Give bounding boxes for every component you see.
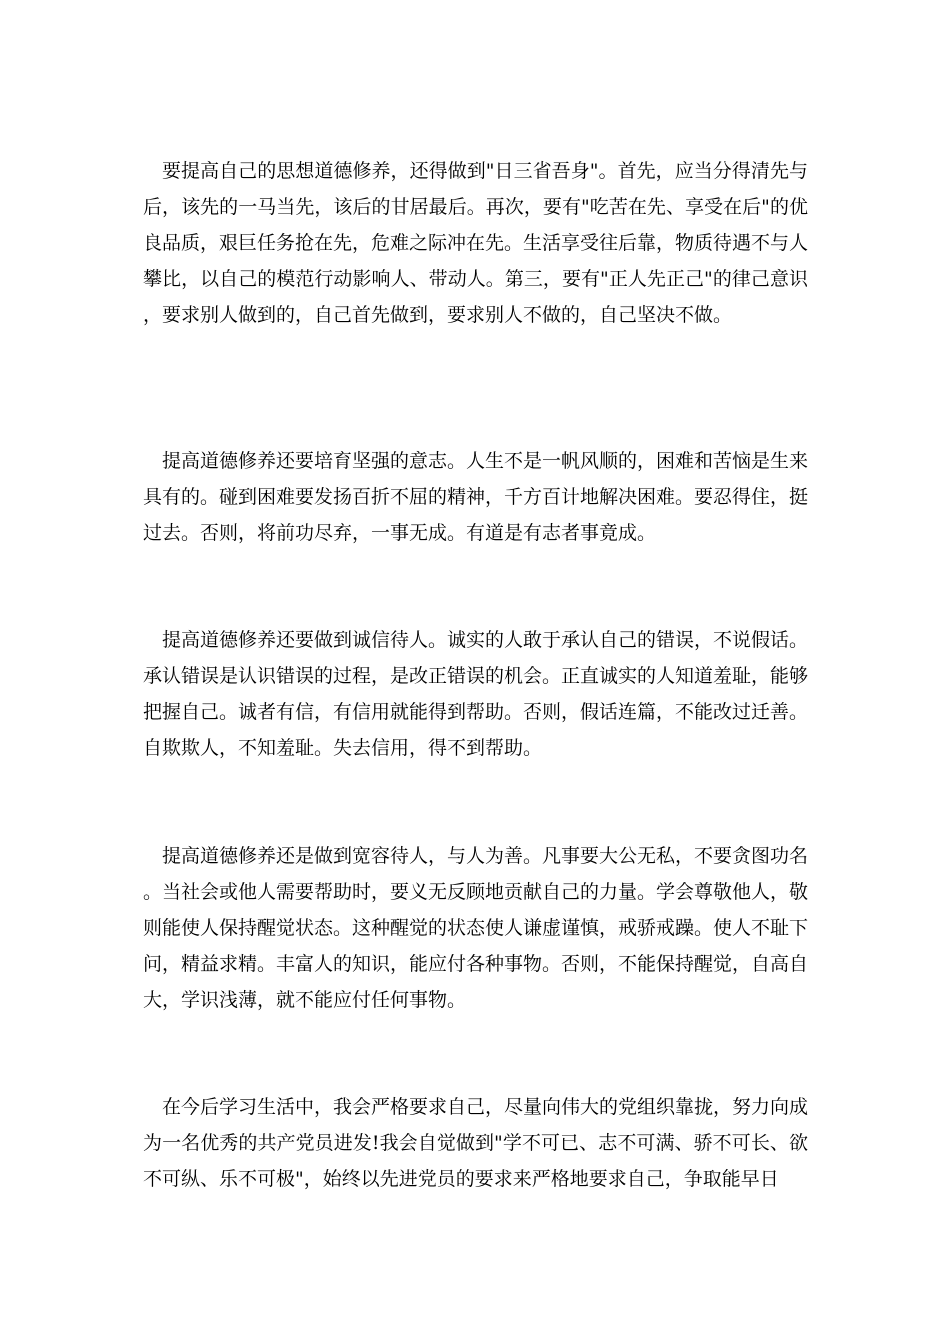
paragraph-future-commitment: 在今后学习生活中，我会严格要求自己，尽量向伟大的党组织靠拢，努力向成为一名优秀的共产党员进发!我会自觉做到"学不可已、志不可满、骄不可长、欲不可纵、乐不可极"，始终以先进党员的要求来严格地要求自己，争取能早日 xyxy=(143,1096,809,1190)
paragraph-self-reflection: 要提高自己的思想道德修养，还得做到"日三省吾身"。首先，应当分得清先与后，该先的一马当先，该后的甘居最后。再次，要有"吃苦在先、享受在后"的优良品质，艰巨任务抢在先，危难之际冲在先。生活享受往后靠，物质待遇不与人攀比，以自己的模范行动影响人、带动人。第三，要有"正人先正己"的律己意识，要求别人做到的，自己首先做到，要求别人不做的，自己坚决不做。 xyxy=(143,160,809,326)
paragraph-honesty: 提高道德修养还要做到诚信待人。诚实的人敢于承认自己的错误，不说假话。承认错误是认识错误的过程，是改正错误的机会。正直诚实的人知道羞耻，能够把握自己。诚者有信，有信用就能得到帮助。否则，假话连篇，不能改过迁善。自欺欺人，不知羞耻。失去信用，得不到帮助。 xyxy=(143,629,809,759)
paragraph-tolerance: 提高道德修养还是做到宽容待人，与人为善。凡事要大公无私，不要贪图功名。当社会或他人需要帮助时，要义无反顾地贡献自己的力量。学会尊敬他人，敬则能使人保持醒觉状态。这种醒觉的状态使人谦虚谨慎，戒骄戒躁。使人不耻下问，精益求精。丰富人的知识，能应付各种事物。否则，不能保持醒觉，自高自大，学识浅薄，就不能应付任何事物。 xyxy=(143,845,809,1011)
paragraph-strong-will: 提高道德修养还要培育坚强的意志。人生不是一帆风顺的，困难和苦恼是生来具有的。碰到困难要发扬百折不屈的精神，千方百计地解决困难。要忍得住，挺过去。否则，将前功尽弃，一事无成。有道是有志者事竟成。 xyxy=(143,450,809,544)
